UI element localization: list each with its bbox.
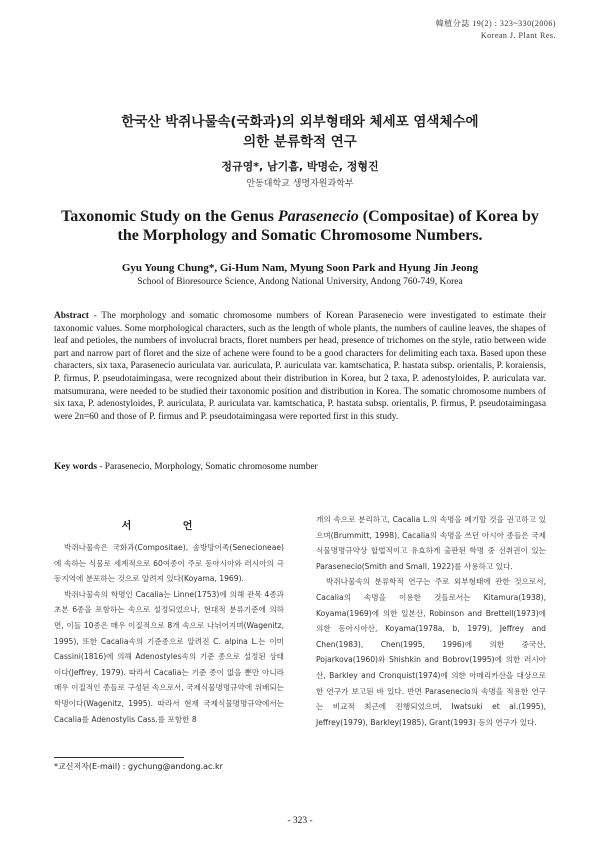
paragraph: 박쥐나물속은 국화과(Compositae), 솜방망이족(Senecioneae)에 속하는 식물로 세계적으로 60여종이 주로 동아시아와 러시아의 극동지역에 분포하는 것으로 알려져 있다(Koyama, 1969). bbox=[54, 543, 284, 584]
abstract-label: Abstract bbox=[54, 311, 89, 321]
english-title-line2: the Morphology and Somatic Chromosome Numbers. bbox=[117, 227, 483, 244]
keywords-label: Key words bbox=[54, 462, 97, 472]
paragraph: 박쥐나물속의 학명인 Cacalia는 Linne(1753)에 의해 관목 4종과 초본 6종을 포함하는 속으로 설정되었으나, 현대적 분류기준에 의하면, 이들 10종은 매우 이질적으로 8개 속으로 나뉘어지며(Wagenitz, 1995), 또한 Cacalia속의 기준종으로 알려진 C. alpina L.는 이미 Cassini(1816)에 의해 Adenostyles속의 기준 종으로 설정된 상태이다(Jeffrey, 1979). 따라서 Cacalia는 기준 종이 없을 뿐만 아니라 매우 이질적인 종들로 구성된 속으로서, 국제식물명명규약에 위배되는 학명이다(Wagenitz, 1995). 따라서 현재 국제식물명명규약에서는 Cacalia를 Adenostylis Cass.를 포함한 8 bbox=[54, 589, 284, 724]
title-genus: Parasenecio bbox=[277, 208, 359, 225]
korean-title bbox=[0, 112, 600, 152]
footnote: *교신저자(E-mail) : gychung@andong.ac.kr bbox=[54, 762, 223, 771]
korean-authors: 정규영*, 남기흠, 박명순, 정형진 bbox=[221, 160, 379, 173]
korean-affiliation: 안동대학교 생명자원과학부 bbox=[246, 179, 354, 189]
paragraph: 박쥐나물속의 분류학적 연구는 주로 외부형태에 관한 것으로서, Cacalia의 속명을 이용한 것들로서는 Kitamura(1938), Koyama(1969)에 의한 일본산, Robinson and Brettell(1973)에 의한 동아시아산, Koyama(1978a, b, 1979), Jeffrey and Chen(1983), Chen(1995, 1996)에 의한 중국산, Pojarkova(1960)와 Shishkin and Bobrov(1995)에 의한 러시아산, Barkley and Cronquist(1974)에 의한 아메리카산을 대상으로 한 연구가 보고된 바 있다. 반면 Parasenecio의 속명을 적용한 연구는 비교적 최근에 진행되었으며, Iwatsuki et al.(1995), Jeffrey(1979), Barkley(1985), Grant(1993) 등의 연구가 있다. bbox=[316, 577, 546, 727]
footnote-rule bbox=[54, 757, 184, 758]
english-title-line1 bbox=[0, 207, 600, 226]
english-title bbox=[0, 207, 600, 245]
section-heading: 서 언 bbox=[121, 521, 217, 532]
right-column bbox=[316, 512, 546, 730]
abstract bbox=[54, 310, 546, 423]
paragraph: 개의 속으로 분리하고, Cacalia L.의 속명을 폐기할 것을 권고하고 있으며(Brummitt, 1998), Cacalia의 속명을 쓰던 아시아 종들은 국제식물명명규약상 합법적이고 유효하게 출판된 학명 중 선취권이 있는 Parasenecio(Smith and Small, 1922)를 사용하고 있다. bbox=[316, 515, 546, 571]
abstract-text: - The morphology and somatic chromosome numbers of Korean Parasenecio were investigated to estimate their taxonomic values. Some morphological characters, such as the length of whole plants, the numbers of cauline leaves, the shapes of leaf and petioles, the numbers of involucral bracts, floret numbers per head, presence of trichomes on the style, ratio between wide part and narrow part of floret and the size of achene were found to be a good characters for delimiting each taxa. Based upon these characters, six taxa, Parasenecio auriculata var. auriculata, P. auriculata var. kamtschatica, P. hastata subsp. orientalis, P. koraiensis, P. firmus, P. pseudotaimingasa, were recognized about their distribution in Korea, but 2 taxa, P. adenostyloides, P. auriculata var. matsumurana, were needed to be studied their taxonomic position and distribution in Korea. The somatic chromosome numbers of six taxa, P. adenostyloides, P. auriculata, P. auriculata var. kamtschatica, P. hastata subsp. orientalis, P. firmus, P. pseudotaimingasa were 2n=60 and those of P. firmus and P. pseudotaimingasa were reported first in this study. bbox=[54, 311, 546, 422]
left-column bbox=[54, 540, 284, 727]
title-part: Taxonomic Study on the Genus bbox=[61, 208, 278, 225]
journal-citation bbox=[436, 18, 556, 42]
korean-title-line1: 한국산 박쥐나물속(국화과)의 외부형태와 체세포 염색체수에 bbox=[121, 114, 479, 130]
keywords bbox=[54, 462, 546, 472]
keywords-text: - Parasenecio, Morphology, Somatic chromosome number bbox=[96, 462, 318, 472]
journal-volume-line: 韓植分誌 19(2) : 323~330(2006) bbox=[435, 19, 556, 28]
korean-title-line2: 의한 분류학적 연구 bbox=[243, 134, 357, 150]
page-number: - 323 - bbox=[287, 816, 313, 826]
english-affiliation: School of Bioresource Science, Andong National University, Andong 760-749, Korea bbox=[137, 277, 463, 287]
english-authors: Gyu Young Chung*, Gi-Hum Nam, Myung Soon Park and Hyung Jin Jeong bbox=[121, 262, 479, 274]
journal-name-line: Korean J. Plant Res. bbox=[480, 31, 556, 40]
title-part: (Compositae) of Korea by bbox=[358, 208, 539, 225]
